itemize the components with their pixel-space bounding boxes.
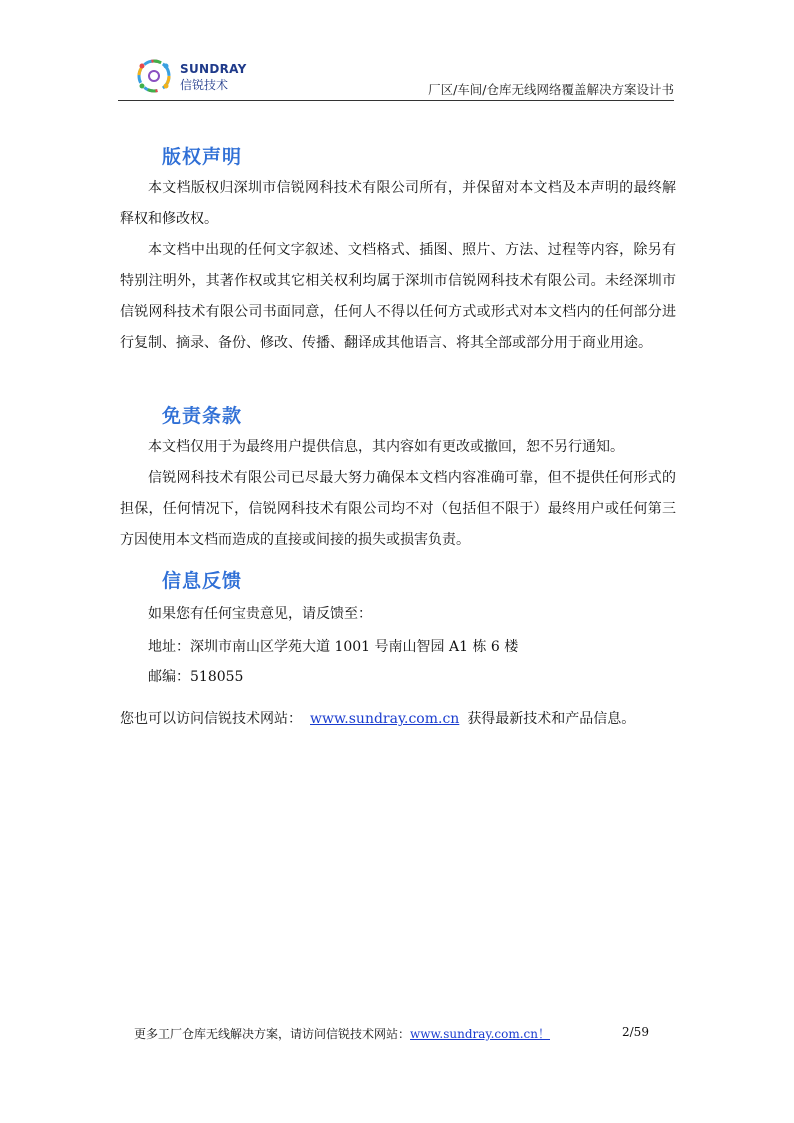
brand-name-cn: 信锐技术 [180, 78, 229, 92]
sundray-logo-icon [132, 56, 176, 96]
brand-name-en: SUNDRAY [180, 62, 247, 76]
disclaimer-paragraph-2: 信锐网科技术有限公司已尽最大努力确保本文档内容准确可靠，但不提供任何形式的担保，任何情况下，信锐网科技术有限公司均不对（包括但不限于）最终用户或任何第三方因使用本文档而造成的直接或间接的损失或损害负责。 [120, 470, 676, 548]
copyright-paragraph-2: 本文档中出现的任何文字叙述、文档格式、插图、照片、方法、过程等内容，除另有特别注明外，其著作权或其它相关权利均属于深圳市信锐网科技术有限公司。未经深圳市信锐网科技术有限公司书面同意，任何人不得以任何方式或形式对本文档内的任何部分进行复制、摘录、备份、修改、传播、翻译成其他语言、将其全部或部分用于商业用途。 [120, 242, 676, 351]
feedback-address: 地址：深圳市南山区学苑大道 1001 号南山智园 A1 栋 6 楼 [148, 639, 519, 655]
website-link[interactable]: www.sundray.com.cn [310, 711, 460, 727]
page-number: 2/59 [622, 1025, 649, 1039]
feedback-postcode: 邮编：518055 [148, 669, 244, 685]
copyright-paragraph-1: 本文档版权归深圳市信锐网科技术有限公司所有，并保留对本文档及本声明的最终解释权和修改权。 [120, 180, 676, 227]
page-footer [134, 1025, 550, 1042]
disclaimer-heading: 免责条款 [162, 405, 243, 427]
page-header [118, 52, 674, 101]
feedback-intro: 如果您有任何宝贵意见，请反馈至： [148, 606, 372, 622]
document-title: 厂区/车间/仓库无线网络覆盖解决方案设计书 [428, 82, 674, 97]
feedback-heading: 信息反馈 [162, 570, 243, 592]
website-prefix: 您也可以访问信锐技术网站： [120, 711, 302, 727]
website-suffix: 获得最新技术和产品信息。 [467, 711, 636, 727]
copyright-heading: 版权声明 [162, 146, 243, 168]
footer-link[interactable]: www.sundray.com.cn！ [410, 1027, 550, 1041]
footer-text: 更多工厂仓库无线解决方案，请访问信锐技术网站： [134, 1027, 411, 1041]
website-line [120, 709, 635, 729]
disclaimer-paragraph-1: 本文档仅用于为最终用户提供信息，其内容如有更改或撤回，恕不另行通知。 [148, 439, 624, 455]
